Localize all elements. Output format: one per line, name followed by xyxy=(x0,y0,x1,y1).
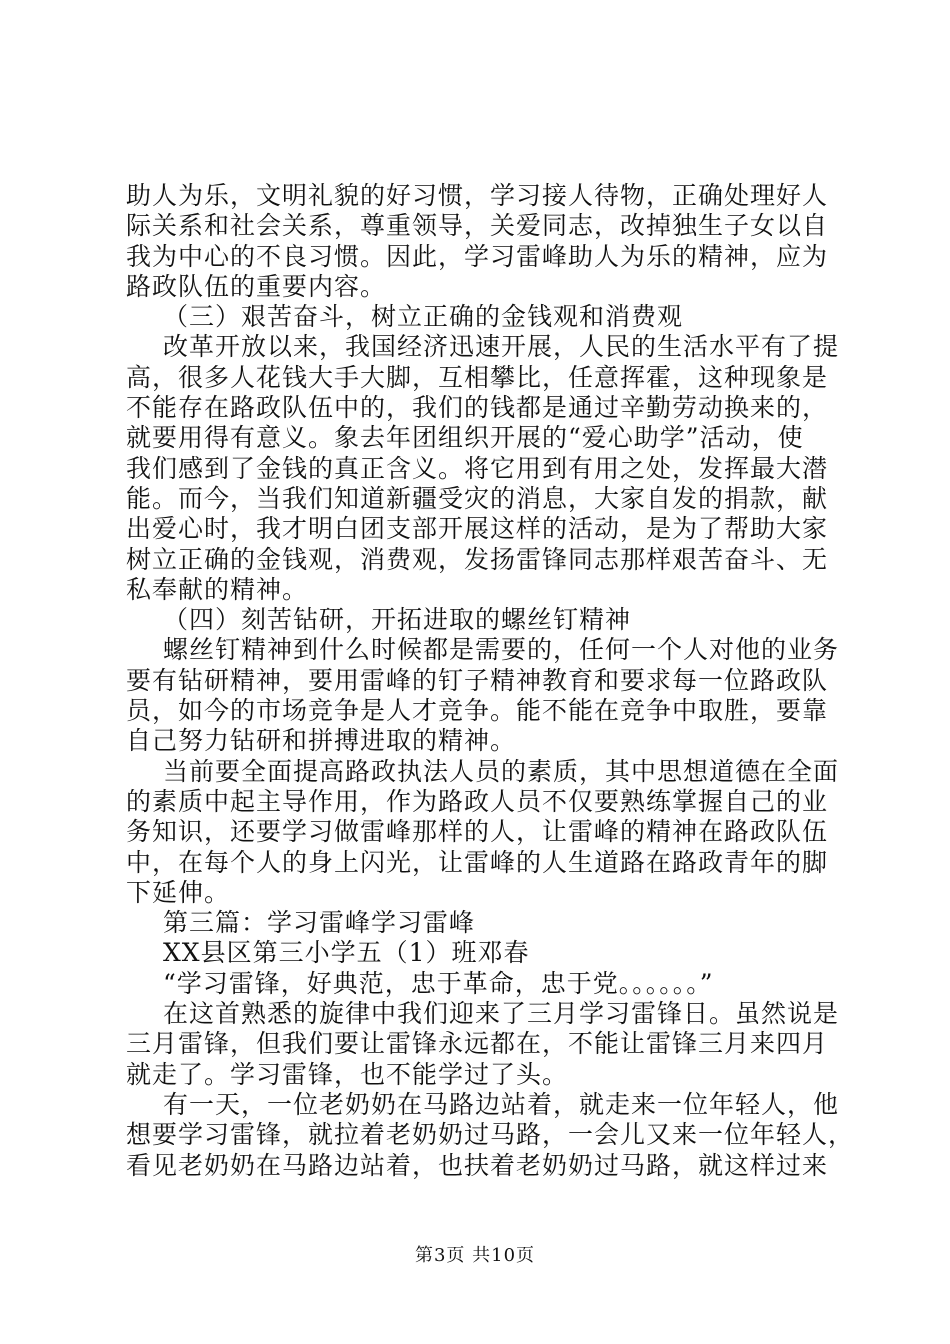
text-line: 就要用得有意义。象去年团组织开展的“爱心助学”活动，使 xyxy=(126,423,804,453)
text-line: 下延伸。 xyxy=(126,877,231,907)
text-line: 私奉献的精神。 xyxy=(126,574,309,604)
text-line: 我们感到了金钱的真正含义。将它用到有用之处，发挥最大潜 xyxy=(126,453,829,483)
text-line: 助人为乐，文明礼貌的好习惯，学习接人待物，正确处理好人 xyxy=(126,181,829,210)
text-line: 树立正确的金钱观，消费观，发扬雷锋同志那样艰苦奋斗、无 xyxy=(126,544,829,574)
text-line: 的素质中起主导作用，作为路政人员不仅要熟练掌握自己的业 xyxy=(126,786,829,816)
text-line: 螺丝钉精神到什么时候都是需要的，任何一个人对他的业务 xyxy=(163,635,840,665)
text-line: 在这首熟悉的旋律中我们迎来了三月学习雷锋日。虽然说是 xyxy=(163,999,840,1029)
text-line: 出爱心时，我才明白团支部开展这样的活动，是为了帮助大家 xyxy=(126,514,829,544)
text-line: 员，如今的市场竞争是人才竞争。能不能在竞争中取胜，要靠 xyxy=(126,696,829,726)
text-line: 看见老奶奶在马路边站着，也扶着老奶奶过马路，就这样过来 xyxy=(126,1150,829,1180)
text-line: 就走了。学习雷锋，也不能学过了头。 xyxy=(126,1059,569,1089)
text-line: 要有钻研精神，要用雷峰的钉子精神教育和要求每一位路政队 xyxy=(126,665,829,695)
text-line: 能。而今，当我们知道新疆受灾的消息，大家自发的捐款，献 xyxy=(126,483,829,513)
text-line: 第三篇：学习雷峰学习雷峰 xyxy=(163,908,476,938)
text-line: 我为中心的不良习惯。因此，学习雷峰助人为乐的精神，应为 xyxy=(126,241,829,271)
text-line: 改革开放以来，我国经济迅速开展，人民的生活水平有了提 xyxy=(163,332,840,362)
text-line: 三月雷锋，但我们要让雷锋永远都在，不能让雷锋三月来四月 xyxy=(126,1029,829,1059)
text-line: 自己努力钻研和拼搏进取的精神。 xyxy=(126,726,517,756)
text-line: XX县区第三小学五（1）班邓春 xyxy=(163,938,530,968)
text-line: 当前要全面提高路政执法人员的素质，其中思想道德在全面 xyxy=(163,756,840,786)
text-line: 务知识，还要学习做雷峰那样的人，让雷峰的精神在路政队伍 xyxy=(126,817,829,847)
text-line: 想要学习雷锋，就拉着老奶奶过马路，一会儿又来一位年轻人， xyxy=(126,1120,855,1150)
text-line: 中，在每个人的身上闪光，让雷峰的人生道路在路政青年的脚 xyxy=(126,847,829,877)
text-line: 有一天，一位老奶奶在马路边站着，就走来一位年轻人，他 xyxy=(163,1089,840,1119)
text-line: “学习雷锋，好典范，忠于革命，忠于党。。。。。。” xyxy=(163,968,714,998)
text-line: （四）刻苦钻研，开拓进取的螺丝钉精神 xyxy=(163,605,632,635)
page-number-footer: 第3页 共10页 xyxy=(414,1245,536,1266)
text-line: 路政队伍的重要内容。 xyxy=(126,271,387,301)
text-line: 高，很多人花钱大手大脚，互相攀比，任意挥霍，这种现象是 xyxy=(126,362,829,392)
text-line: 际关系和社会关系，尊重领导，关爱同志，改掉独生子女以自 xyxy=(126,211,829,241)
text-line: 不能存在路政队伍中的，我们的钱都是通过辛勤劳动换来的， xyxy=(126,393,829,423)
text-line: （三）艰苦奋斗，树立正确的金钱观和消费观 xyxy=(163,302,684,332)
document-body xyxy=(126,181,866,1181)
